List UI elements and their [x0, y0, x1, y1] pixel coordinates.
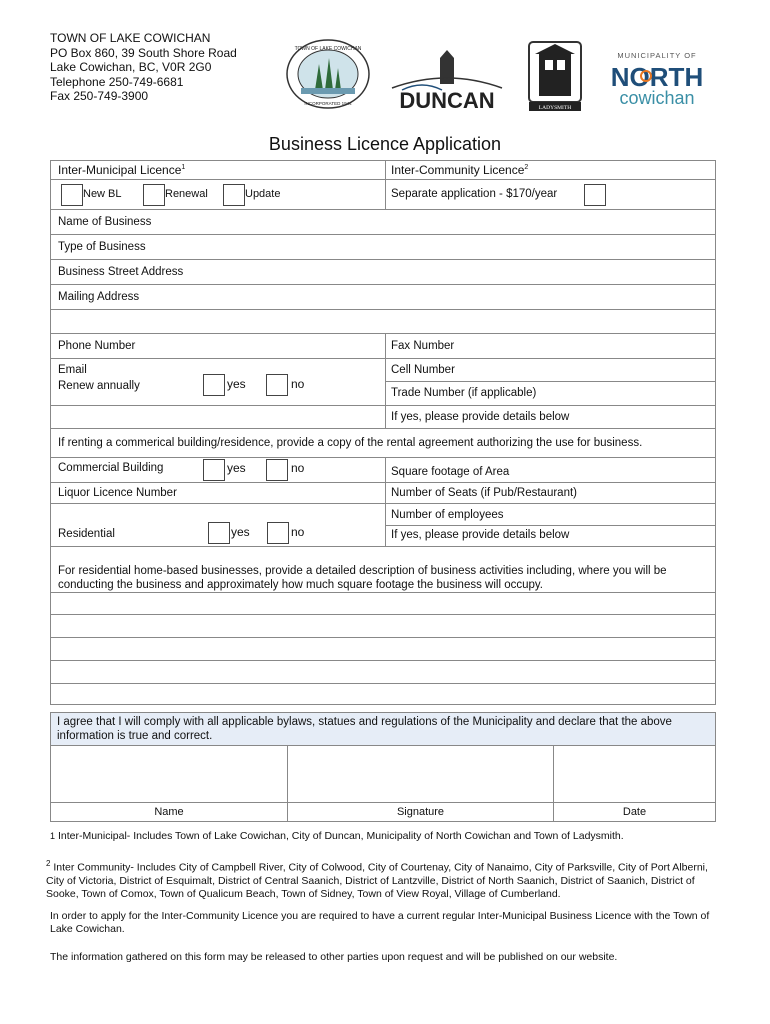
ladysmith-logo — [527, 40, 583, 112]
page-title: Business Licence Application — [268, 134, 502, 154]
seal-year-text: INCORPORATED 1944 — [304, 101, 352, 106]
signature-row — [51, 746, 715, 803]
commercial-building-label: Commercial Building — [58, 462, 164, 474]
licence-options-row — [51, 180, 715, 210]
if-yes-label: If yes, please provide details below — [391, 411, 570, 423]
agreement-text: I agree that I will comply with all applicable bylaws, statues and regulations of the Municipality and declare that the above information is true and correct. — [51, 713, 715, 746]
renewal-label: Renewal — [165, 188, 208, 200]
new-bl-checkbox[interactable] — [61, 184, 83, 206]
residential-no-label: no — [291, 525, 305, 539]
email-label: Email — [58, 364, 87, 376]
north-cowichan-top-text: MUNICIPALITY OF — [617, 51, 697, 60]
duncan-logo — [382, 50, 512, 112]
address-line: PO Box 860, 39 South Shore Road — [50, 45, 237, 60]
commercial-yes-checkbox[interactable] — [203, 459, 225, 481]
address-line: TOWN OF LAKE COWICHAN — [50, 31, 211, 45]
renew-no-checkbox[interactable] — [266, 374, 288, 396]
mailing-address-field[interactable]: Mailing Address — [51, 285, 715, 310]
employees-label: Number of employees — [391, 509, 504, 521]
north-text: NORTH — [610, 62, 704, 92]
residential-label: Residential — [58, 528, 115, 540]
update-label: Update — [245, 188, 281, 200]
application-form — [50, 160, 716, 705]
liquor-licence-row — [51, 483, 715, 504]
inter-municipal-label: Inter-Municipal Licence$^1$ — [58, 163, 186, 177]
residential-yes-checkbox[interactable] — [208, 522, 230, 544]
commercial-no-label: no — [291, 461, 305, 475]
cowichan-text: cowichan — [619, 88, 695, 108]
street-address-field[interactable]: Business Street Address — [51, 260, 715, 285]
renew-yes-label: yes — [227, 377, 246, 391]
seats-label: Number of Seats (if Pub/Restaurant) — [391, 487, 577, 499]
footnote-1: 1 Inter-Municipal- Includes Town of Lake Cowichan, City of Duncan, Municipality of North Cowichan and Town of Ladysmith. — [50, 830, 624, 842]
trade-details-row — [51, 406, 715, 429]
renewal-checkbox[interactable] — [143, 184, 165, 206]
address-line: Fax 250-749-3900 — [50, 89, 149, 103]
address-line: Lake Cowichan, BC, V0R 2G0 — [50, 60, 212, 74]
description-line[interactable] — [51, 593, 715, 615]
inter-community-requirement-note: In order to apply for the Inter-Community Licence you are required to have a current regular Inter-Municipal Business Licence with the Town of Lake Cowichan. — [50, 910, 710, 935]
description-line[interactable] — [51, 638, 715, 661]
type-of-business-field[interactable]: Type of Business — [51, 235, 715, 260]
address-line: Telephone 250-749-6681 — [50, 74, 184, 89]
signature-captions — [51, 803, 715, 821]
email-renew-row — [51, 359, 715, 406]
phone-label: Phone Number — [58, 340, 136, 352]
commercial-yes-label: yes — [227, 461, 246, 475]
ladysmith-text: LADYSMITH — [538, 105, 572, 111]
liquor-licence-label: Liquor Licence Number — [58, 487, 177, 499]
inter-community-label: Inter-Community Licence$^2$ — [391, 163, 529, 177]
residential-note-row — [51, 547, 715, 593]
description-line[interactable] — [51, 661, 715, 684]
description-line[interactable] — [51, 684, 715, 704]
date-input-area[interactable] — [554, 746, 715, 802]
name-caption: Name — [154, 806, 184, 818]
residential-yes-label: yes — [231, 525, 250, 539]
renting-note: If renting a commerical building/residence, provide a copy of the rental agreement authorizing the use for business. — [58, 437, 643, 449]
signature-caption: Signature — [396, 806, 445, 818]
trade-number-label: Trade Number (if applicable) — [391, 387, 537, 399]
name-input-area[interactable] — [51, 746, 287, 802]
square-footage-label: Square footage of Area — [391, 466, 510, 478]
name-of-business-field[interactable]: Name of Business — [51, 210, 715, 235]
phone-fax-row — [51, 334, 715, 359]
residential-row — [51, 504, 715, 547]
lake-cowichan-seal-logo — [285, 38, 371, 110]
residential-note: For residential home-based businesses, provide a detailed description of business activities including, where you will be conducting the business and approximately how much square footage the business will occupy. — [58, 565, 667, 591]
inter-community-checkbox[interactable] — [584, 184, 606, 206]
commercial-building-row — [51, 458, 715, 483]
renew-yes-checkbox[interactable] — [203, 374, 225, 396]
town-address — [50, 31, 237, 104]
update-checkbox[interactable] — [223, 184, 245, 206]
residential-no-checkbox[interactable] — [267, 522, 289, 544]
agreement-section — [50, 712, 716, 822]
duncan-text: DUNCAN — [399, 88, 495, 112]
renew-annually-label: Renew annually — [58, 380, 140, 392]
footnote-2: $^2$ Inter Community- Includes City of Campbell River, City of Colwood, City of Courtenay, City of Nanaimo, City of Parksville, City of Port Alberni, City of Victoria, District of Esquimalt, District of Central Saanich, District of Lantzville, District of North Saanich, District of Saanich, District of Sooke, Town of Comox, Town of Qualicum Beach, Town of Sidney, Town of View Royal, Village of Cumberland. — [46, 859, 708, 900]
commercial-no-checkbox[interactable] — [266, 459, 288, 481]
seal-text: TOWN OF LAKE COWICHAN — [294, 46, 362, 52]
fax-label: Fax Number — [391, 340, 455, 352]
licence-type-row — [51, 161, 715, 180]
renew-no-label: no — [291, 377, 305, 391]
date-caption: Date — [622, 806, 647, 818]
cell-label: Cell Number — [391, 364, 455, 376]
privacy-note: The information gathered on this form may be released to other parties upon request and will be published on our website. — [50, 951, 618, 963]
renting-note-row — [51, 429, 715, 458]
north-cowichan-logo — [602, 48, 712, 110]
separate-application-label: Separate application - $170/year — [391, 188, 558, 200]
residential-if-yes-label: If yes, please provide details below — [391, 529, 570, 541]
description-line[interactable] — [51, 615, 715, 638]
signature-input-area[interactable] — [288, 746, 553, 802]
mailing-address-line2-field[interactable] — [51, 310, 715, 334]
new-bl-label: New BL — [83, 188, 122, 200]
